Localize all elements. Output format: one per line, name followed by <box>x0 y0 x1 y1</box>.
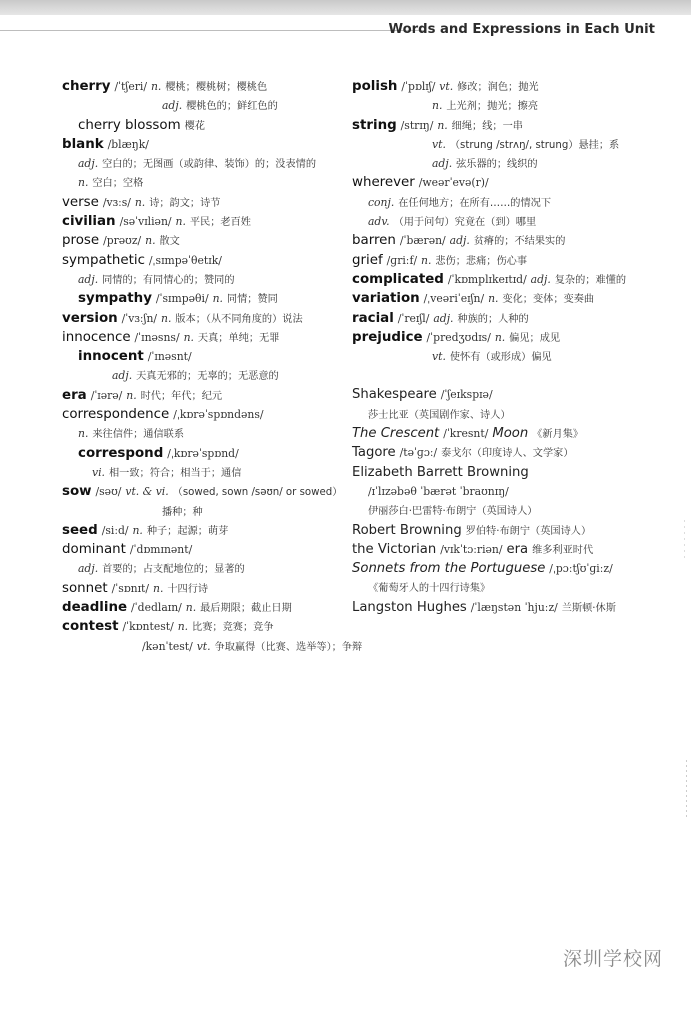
vocab-entry <box>352 250 652 269</box>
vocab-entry <box>62 134 346 153</box>
headword: era <box>62 387 87 403</box>
definition: 散文 <box>159 236 180 248</box>
definition: 同情；赞同 <box>226 294 278 306</box>
part-of-speech: vt. <box>432 350 446 364</box>
entry-continuation <box>62 95 346 114</box>
phonetic: /ˈɪərə/ <box>90 388 123 402</box>
part-of-speech: n. <box>126 388 137 402</box>
phonetic: /ˈlæŋstən ˈhjuːz/ <box>470 600 558 614</box>
phonetic: /ˈvɜːʃn/ <box>121 311 158 325</box>
part-of-speech: adj. <box>530 272 551 286</box>
entry-continuation <box>352 95 652 114</box>
definition: 罗伯特·布朗宁（英国诗人） <box>465 525 592 537</box>
phonetic: /ˈdedlaɪn/ <box>131 601 182 615</box>
part-of-speech: n. <box>488 292 499 306</box>
vocab-entry <box>62 539 346 558</box>
part-of-speech: n. <box>153 581 164 595</box>
phonetic: /ˈʃeɪkspɪə/ <box>440 388 493 402</box>
part-of-speech: vt. <box>196 639 211 653</box>
left-column <box>62 76 363 655</box>
part-of-speech: adj. <box>162 99 183 113</box>
phonetic: /ˈpredʒʊdɪs/ <box>426 330 491 344</box>
definition: 争取赢得（比赛、选举等）；争辩 <box>214 641 363 653</box>
headword: civilian <box>62 214 116 230</box>
definition: 使怀有（或形成）偏见 <box>449 352 552 364</box>
margin-mark <box>684 520 685 560</box>
vocab-entry <box>62 76 346 95</box>
part-of-speech: n. <box>175 215 186 229</box>
definition: 空白；空格 <box>92 178 144 190</box>
definition: 首要的；占支配地位的；显著的 <box>102 564 245 576</box>
definition: 版本；（从不同角度的）说法 <box>175 313 303 325</box>
definition: 同情的；有同情心的；赞同的 <box>102 274 235 286</box>
headword: the Victorian <box>352 541 437 557</box>
phonetic: /strɪŋ/ <box>400 118 434 132</box>
definition: 空白的；无图画（或韵律、装饰）的；没表情的 <box>102 159 317 171</box>
definition: 伊丽莎白·巴雷特·布朗宁（英国诗人） <box>368 506 538 518</box>
part-of-speech: vt. & vi. <box>125 485 169 499</box>
part-of-speech: n. <box>160 311 172 325</box>
definition: 比赛；竞赛；竞争 <box>192 622 274 634</box>
vocab-entry <box>62 192 346 211</box>
entry-continuation <box>62 153 346 172</box>
part-of-speech: conj. <box>368 195 395 209</box>
headword: sympathy <box>78 291 152 307</box>
headword: dominant <box>62 542 126 558</box>
definition: 天真无邪的；无辜的；无恶意的 <box>136 371 279 383</box>
entry-continuation <box>62 558 346 577</box>
vocab-entry <box>62 404 346 423</box>
definition: 平民；老百姓 <box>189 217 251 229</box>
vocab-entry <box>352 597 652 616</box>
phonetic: /weərˈevə(r)/ <box>418 176 489 190</box>
definition: 天真；单纯；无罪 <box>197 332 280 344</box>
headword: variation <box>352 291 420 307</box>
part-of-speech: n. <box>150 80 162 93</box>
header-rule <box>0 30 425 31</box>
headword: contest <box>62 619 119 635</box>
vocab-entry <box>352 539 652 558</box>
definition: 相一致；符合；相当于；通信 <box>108 467 242 479</box>
vocab-entry <box>62 327 346 346</box>
definition: 在任何地方；在所有……的情况下 <box>398 197 552 209</box>
definition: 复杂的；难懂的 <box>554 274 627 286</box>
vocab-entry <box>62 597 346 616</box>
headword: sow <box>62 484 92 500</box>
entry-continuation <box>62 501 346 520</box>
part-of-speech: adj. <box>112 369 133 383</box>
headword: cherry <box>62 79 111 94</box>
vocab-entry <box>62 481 346 500</box>
definition: 《新月集》 <box>532 429 584 441</box>
headword: sympathetic <box>62 252 145 268</box>
headword: Shakespeare <box>352 387 437 403</box>
definition: 樱桃色的；鲜红色的 <box>186 101 278 113</box>
headword: complicated <box>352 271 444 287</box>
entry-continuation <box>62 462 346 481</box>
part-of-speech: n. <box>183 330 194 344</box>
vocab-entry <box>352 269 652 288</box>
part-of-speech: n. <box>134 195 146 209</box>
entry-continuation <box>62 365 346 384</box>
definition: 时代；年代；纪元 <box>140 390 223 402</box>
part-of-speech: vt. <box>439 80 454 93</box>
headword: seed <box>62 522 98 538</box>
vocab-entry <box>62 230 346 249</box>
definition: 细绳；线；一串 <box>451 120 523 132</box>
headword: sonnet <box>62 580 108 596</box>
vocab-entry <box>62 385 346 404</box>
headword: Tagore <box>352 445 396 461</box>
phonetic: /ˈkɒntest/ <box>122 620 174 634</box>
definition: 弦乐器的；线织的 <box>456 159 538 171</box>
part-of-speech: adj. <box>78 157 99 171</box>
definition: 来往信件；通信联系 <box>92 429 185 441</box>
vocab-entry <box>352 462 652 481</box>
part-of-speech: n. <box>494 330 506 344</box>
margin-mark <box>686 760 687 820</box>
part-of-speech: adj. <box>449 234 470 248</box>
part-of-speech: adj. <box>432 157 453 171</box>
phonetic: /ˈɪnəsnt/ <box>147 350 192 364</box>
phonetic: /ˈɪnəsns/ <box>134 330 180 344</box>
phonetic: /ˈsɒnɪt/ <box>111 581 150 595</box>
headword: correspondence <box>62 407 170 423</box>
entry-continuation <box>352 134 652 153</box>
part-of-speech: adv. <box>368 215 390 229</box>
headword: prejudice <box>352 329 423 345</box>
part-of-speech: adj. <box>78 562 99 576</box>
entry-continuation <box>352 577 652 596</box>
vocab-entry <box>352 76 652 95</box>
headword: Sonnets from the Portuguese <box>352 561 546 577</box>
headword: Langston Hughes <box>352 599 467 615</box>
phonetic: /blæŋk/ <box>107 137 149 151</box>
vocab-entry <box>352 327 652 346</box>
entry-continuation <box>352 346 652 365</box>
vocab-entry <box>62 288 346 307</box>
definition: 偏见；成见 <box>509 332 561 344</box>
vocab-entry <box>352 423 652 442</box>
phonetic: /ˌkɒrəˈspɒnd/ <box>167 446 239 460</box>
vocab-entry <box>352 172 652 191</box>
definition: 维多利亚时代 <box>532 544 594 556</box>
part-of-speech: n. <box>432 99 443 113</box>
entry-continuation <box>352 481 652 500</box>
vocab-entry <box>352 558 652 577</box>
top-scan-band <box>0 0 691 15</box>
definition: 樱桃；樱桃树；樱桃色 <box>165 82 268 93</box>
definition: （strung /strʌŋ/, strung）悬挂；系 <box>449 139 620 151</box>
part-of-speech: vt. <box>432 137 446 151</box>
definition: 变化；变体；变奏曲 <box>502 294 595 306</box>
headword: Moon <box>492 426 529 442</box>
phonetic: /ˈreɪʃl/ <box>397 311 430 325</box>
phonetic: /ɪˈlɪzəbəθ ˈbærət ˈbraʊnɪŋ/ <box>368 484 509 498</box>
phonetic: /prəʊz/ <box>103 234 142 248</box>
phonetic: /ɡriːf/ <box>386 253 418 267</box>
entry-continuation <box>62 269 346 288</box>
phonetic: /səʊ/ <box>95 485 122 499</box>
headword: barren <box>352 233 396 249</box>
vocab-entry <box>352 384 652 403</box>
part-of-speech: n. <box>132 523 143 537</box>
vocab-entry <box>62 308 346 327</box>
entry-continuation <box>62 172 346 191</box>
headword: innocence <box>62 329 131 345</box>
headword: Robert Browning <box>352 522 462 538</box>
definition: 兰斯顿·休斯 <box>561 602 616 614</box>
definition: （sowed, sown /səʊn/ or sowed） <box>172 487 343 499</box>
entry-continuation <box>62 423 346 442</box>
phonetic: /ˈsɪmpəθi/ <box>155 292 209 306</box>
definition: 修改；润色；抛光 <box>457 82 539 93</box>
phonetic: /ˈbærən/ <box>399 234 446 248</box>
right-column <box>352 76 652 616</box>
vocab-entry <box>62 211 346 230</box>
headword: string <box>352 117 397 133</box>
part-of-speech: n. <box>185 601 197 615</box>
phonetic: /səˈvɪliən/ <box>119 215 172 229</box>
definition: 十四行诗 <box>167 583 209 595</box>
headword: wherever <box>352 175 415 191</box>
vocab-entry <box>352 288 652 307</box>
watermark: 深圳学校网 <box>562 948 663 970</box>
phonetic: /ˌsɪmpəˈθetɪk/ <box>148 253 222 267</box>
phonetic: /ˈkɒmplɪkeɪtɪd/ <box>447 272 527 286</box>
phonetic: /ˈpɒlɪʃ/ <box>401 80 436 93</box>
vocab-entry <box>62 346 346 365</box>
vocab-entry <box>352 230 652 249</box>
entry-continuation <box>352 153 652 172</box>
definition: 种子；起源；萌芽 <box>146 525 229 537</box>
entry-continuation <box>352 500 652 519</box>
phonetic: /ˈtʃeri/ <box>114 80 147 93</box>
headword: polish <box>352 79 398 94</box>
definition: 种族的；人种的 <box>457 313 529 325</box>
definition: 播种；种 <box>162 506 203 518</box>
phonetic: /ˈkresnt/ <box>443 427 489 441</box>
headword: blank <box>62 136 104 152</box>
headword: grief <box>352 252 383 268</box>
entry-continuation <box>62 636 363 655</box>
phonetic: /ˌpɔːtʃʊˈɡiːz/ <box>549 562 613 576</box>
phonetic: /ˈdɒmɪnənt/ <box>129 543 193 557</box>
entry-continuation <box>352 211 652 230</box>
phonetic: /ˌveəriˈeɪʃn/ <box>423 292 485 306</box>
part-of-speech: adj. <box>433 311 454 325</box>
phonetic: /vɪkˈtɔːriən/ <box>440 542 503 556</box>
definition: 贫瘠的；不结果实的 <box>473 236 566 248</box>
part-of-speech: n. <box>212 292 223 306</box>
entry-continuation <box>352 192 652 211</box>
part-of-speech: n. <box>78 427 89 441</box>
headword: Elizabeth Barrett Browning <box>352 464 529 480</box>
vocab-entry <box>352 308 652 327</box>
vocab-entry <box>62 616 346 635</box>
headword: prose <box>62 233 100 249</box>
headword: era <box>506 541 529 557</box>
vocab-entry <box>62 443 346 462</box>
phonetic: /siːd/ <box>101 523 129 537</box>
headword: correspond <box>78 445 164 461</box>
vocab-entry <box>62 250 346 269</box>
vocab-entry <box>62 578 346 597</box>
page-header-title: Words and Expressions in Each Unit <box>388 22 655 37</box>
vocab-entry <box>62 115 346 134</box>
part-of-speech: n. <box>421 253 432 267</box>
vocab-entry <box>352 442 652 461</box>
definition: 泰戈尔（印度诗人、文学家） <box>441 448 574 460</box>
definition: 上光剂；抛光；擦亮 <box>446 101 539 113</box>
vocab-entry <box>352 520 652 539</box>
vocab-entry <box>352 115 652 134</box>
headword: cherry blossom <box>78 117 181 133</box>
part-of-speech: n. <box>145 234 156 248</box>
phonetic: /vɜːs/ <box>102 195 131 209</box>
definition: 莎士比亚（英国剧作家、诗人） <box>368 409 511 421</box>
headword: racial <box>352 310 394 326</box>
definition: （用于问句）究竟在（到）哪里 <box>393 217 537 229</box>
definition: 樱花 <box>184 120 205 132</box>
vocab-entry <box>62 520 346 539</box>
definition: 悲伤；悲痛；伤心事 <box>435 255 528 267</box>
part-of-speech: vi. <box>92 465 105 479</box>
headword: The Crescent <box>352 426 440 442</box>
part-of-speech: n. <box>78 176 89 190</box>
headword: deadline <box>62 600 128 616</box>
definition: 《葡萄牙人的十四行诗集》 <box>368 583 491 595</box>
headword: version <box>62 310 118 326</box>
phonetic: /ˌkɒrəˈspɒndəns/ <box>173 408 264 422</box>
section-gap <box>352 365 652 384</box>
entry-continuation <box>352 404 652 423</box>
definition: 诗；韵文；诗节 <box>149 197 221 209</box>
phonetic: /kənˈtest/ <box>142 639 193 653</box>
part-of-speech: adj. <box>78 272 99 286</box>
headword: innocent <box>78 349 144 365</box>
part-of-speech: n. <box>177 620 189 634</box>
headword: verse <box>62 194 99 210</box>
phonetic: /təˈɡɔː/ <box>399 446 438 460</box>
definition: 最后期限；截止日期 <box>200 603 292 615</box>
part-of-speech: n. <box>437 118 448 132</box>
